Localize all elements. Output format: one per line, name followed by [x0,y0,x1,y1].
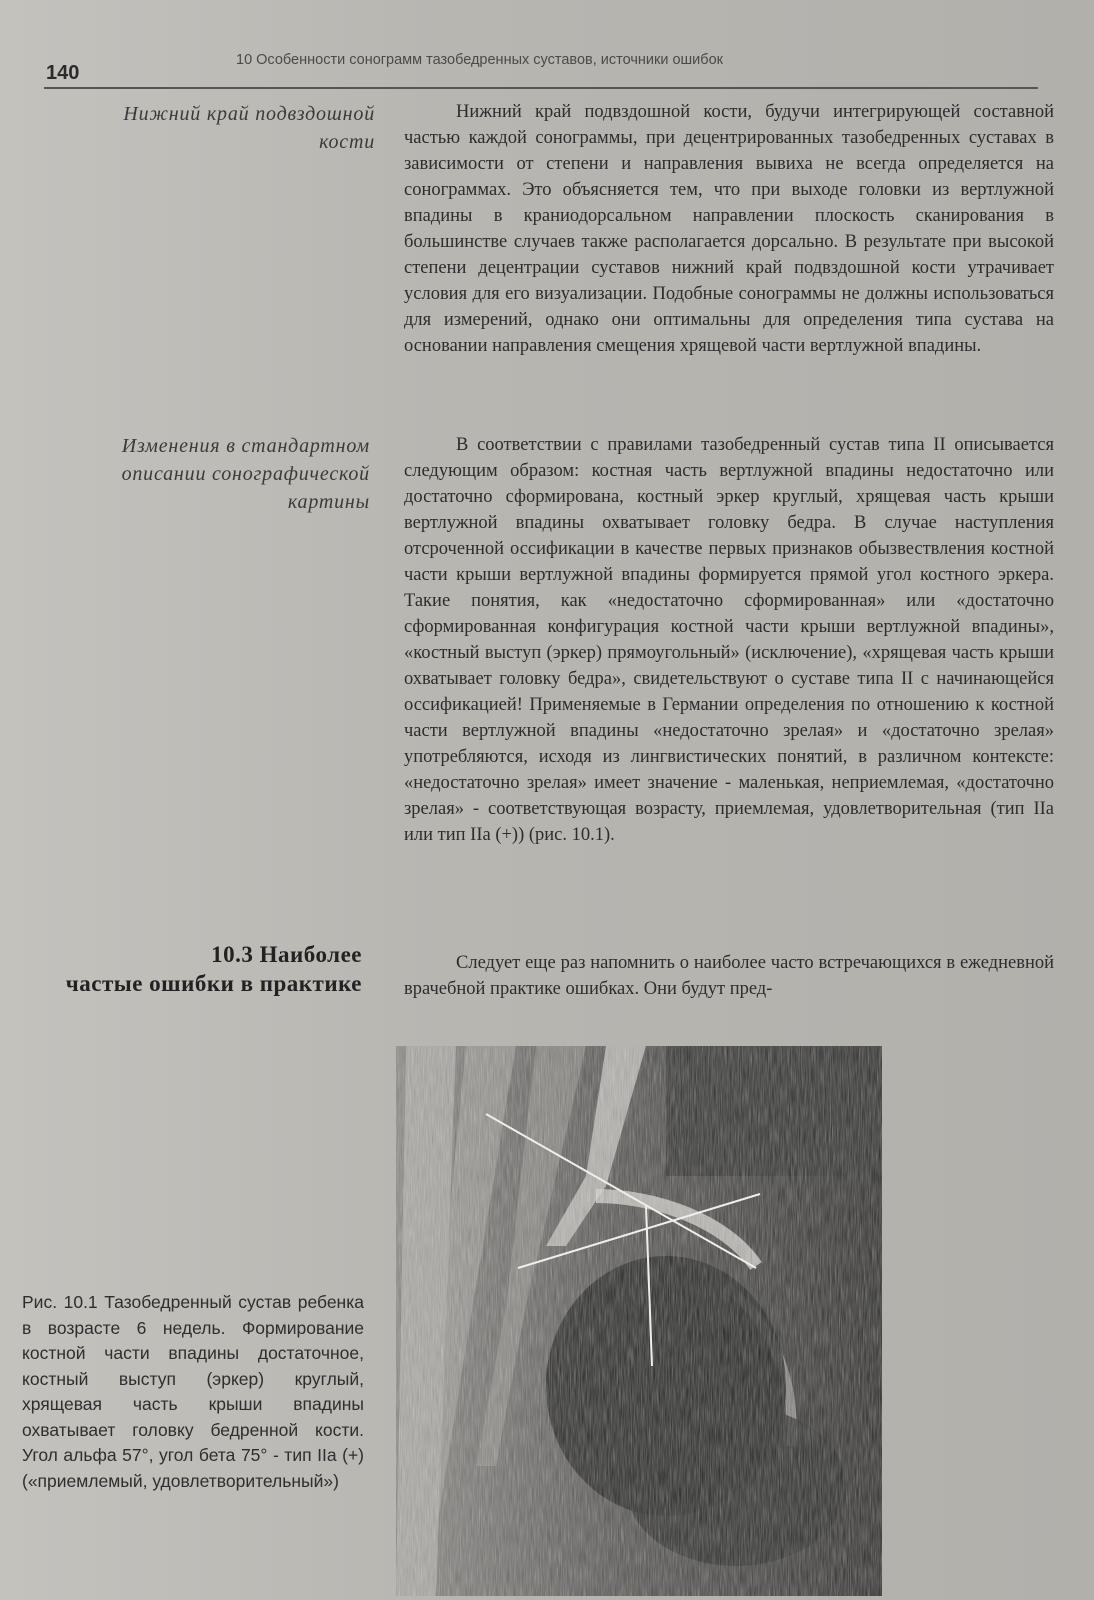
header-rule [44,87,1038,89]
page-number: 140 [46,62,80,84]
figure-caption: Рис. 10.1 Тазобедренный сустав ребенка в возрасте 6 недель. Формирование костной части впадины достаточное, костный выступ (эркер) круглый, хрящевая часть крыши впадины охватывает головку бедренной кости. Угол альфа 57°, угол бета 75° - тип IIa (+) («приемлемый, удовлетворительный») [22,1292,364,1491]
margin-title-iliac-edge: Нижний край подвздошной кости [123,103,375,153]
margin-title-standard-description: Изменения в стандартном описании сонографической картины [121,435,370,513]
paragraph-standard-description: В соответствии с правилами тазобедренный сустав типа II описывается следующим образом: костная часть вертлужной впадины недостаточно или достаточно сформирована, костный эркер круглый, хрящевая часть крыши вертлужной впадины охватывает головку бедра. В случае наступления отсроченной оссификации в качестве первых признаков обызвествления костной части крыши вертлужной впадины формируется прямой угол костного эркера. Такие понятия, как «недостаточно сформированная» или «достаточно сформированная конфигурация костной части крыши вертлужной впадины», «костный выступ (эркер) прямоугольный» (исключение), «хрящевая часть крыши охватывает головку бедра», свидетельствуют о суставе типа II с начинающейся оссификацией! Применяемые в Германии определения по отношению к костной части вертлужной впадины «недостаточно зрелая» и «достаточно зрелая» употребляются, исходя из лингвистических понятий, в различном контексте: «недостаточно зрелая» имеет значение - маленькая, неприемлемая, «достаточно зрелая» - соответствующая возрасту, приемлемая, удовлетворительная (тип IIa или тип IIa (+)) (рис. 10.1). [404,435,1054,845]
running-head: 10 Особенности сонограмм тазобедренных суставов, источники ошибок [236,52,723,68]
paragraph-iliac-edge: Нижний край подвздошной кости, будучи интегрирующей составной частью каждой сонограммы, при децентрированных тазобедренных суставах в зависимости от степени и направления вывиха не всегда определяется на сонограммах. Это объясняется тем, что при выходе головки из вертлужной впадины в краниодорсальном направлении плоскость сканирования в большинстве случаев также располагается дорсально. В результате при высокой степени децентрации суставов нижний край подвздошной кости утрачивает условия для его визуализации. Подобные сонограммы не должны использоваться для измерений, однако они оптимальны для определения типа сустава на основании направления смещения хрящевой части вертлужной впадины. [404,102,1054,356]
paragraph-common-errors: Следует еще раз напомнить о наиболее часто встречающихся в ежедневной врачебной практике ошибках. Они будут пред- [404,953,1054,999]
sonogram-image [396,1046,882,1596]
section-title-line1: 10.3 Наиболее [211,942,362,967]
section-title [20,940,362,998]
section-title-line2: частые ошибки в практике [65,971,362,996]
